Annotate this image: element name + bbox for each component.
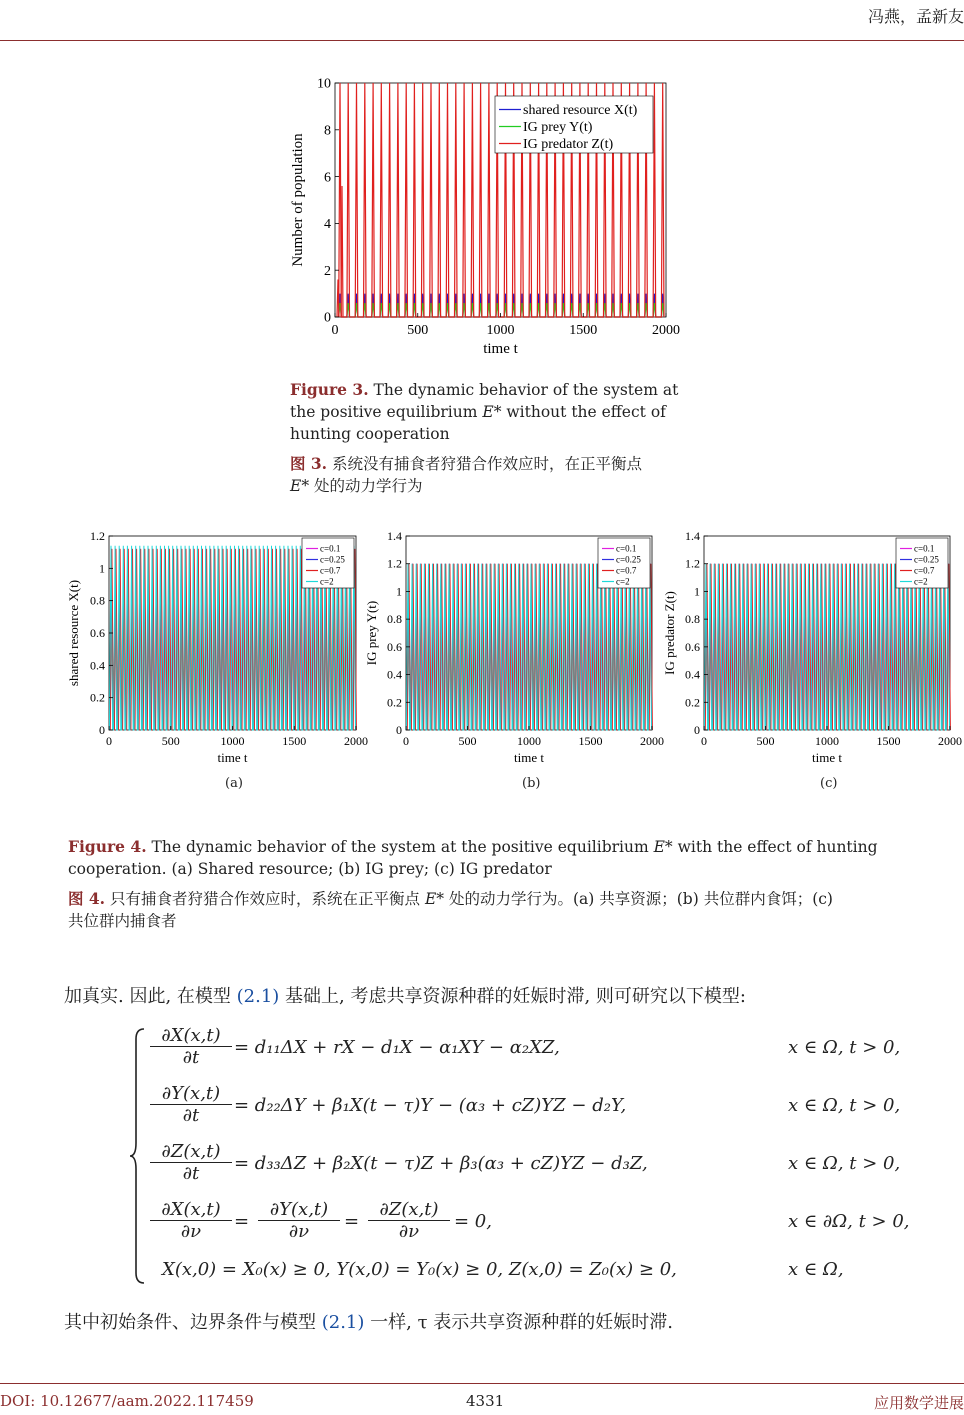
fig4b-xtick-label-4: 2000: [640, 734, 664, 748]
eq4-condition: x ∈ ∂Ω, t > 0,: [788, 1211, 910, 1232]
equation-row-5: [150, 1257, 930, 1307]
fig4a-ylabel: shared resource X(t): [66, 579, 81, 687]
fig4c-ytick-label-6: 1.2: [685, 556, 700, 571]
fig4a-legend-label-2: c=0.7: [320, 565, 341, 576]
eq1-numerator: ∂X(x,t): [150, 1025, 232, 1047]
equation-row-3: [150, 1141, 930, 1191]
figure-3-estar: E*: [482, 403, 502, 421]
fig4a-xtick-label-4: 2000: [344, 734, 368, 748]
fig4b-legend-label-1: c=0.25: [616, 554, 641, 565]
fig4a-xlabel: time t: [217, 750, 248, 765]
figure-4c-chart: [660, 522, 964, 777]
figure-4-zh-line1: 只有捕食者狩猎合作效应时，系统在正平衡点: [110, 890, 421, 908]
fig4a-xtick-label-1: 500: [161, 734, 180, 748]
figure-3-zh-estar: E*: [290, 477, 310, 495]
model-ref-link-2[interactable]: (2.1): [321, 1312, 365, 1333]
model-ref-link[interactable]: (2.1): [236, 986, 280, 1007]
fig4a-ytick-label-2: 0.4: [90, 658, 105, 673]
eq4-denominator-3: ∂ν: [398, 1221, 420, 1242]
eq3-rhs: = d₃₃ΔZ + β₂X(t − τ)Z + β₃(α₃ + cZ)YZ − d₃Z,: [234, 1153, 648, 1174]
fig3-ytick-label-1: 2: [324, 263, 331, 279]
figure-4b-chart: [362, 522, 667, 777]
header-authors: 冯燕，孟新友: [867, 7, 964, 26]
figure-4-caption-line1b: with the effect of hunting: [677, 838, 878, 856]
fig4b-ytick-label-4: 0.8: [387, 612, 402, 627]
figure-3-caption: [290, 379, 710, 445]
figure-4-zh-line1b: 处的动力学行为。(a) 共享资源；(b) 共位群内食饵；(c): [448, 890, 833, 908]
fig4c-ytick-label-7: 1.4: [685, 529, 700, 543]
eq5-initial-conditions: X(x,0) = X₀(x) ≥ 0, Y(x,0) = Y₀(x) ≥ 0, Z(x,0) = Z₀(x) ≥ 0,: [162, 1259, 677, 1280]
fig4a-ytick-label-3: 0.6: [90, 626, 105, 640]
eq1-denominator: ∂t: [182, 1047, 200, 1068]
fig4c-ytick-label-0: 0: [694, 723, 700, 737]
panel-label-c: (c): [820, 776, 838, 791]
fig4c-legend-label-2: c=0.7: [914, 565, 935, 576]
fig4b-xtick-label-0: 0: [403, 734, 409, 748]
eq2-denominator: ∂t: [182, 1105, 200, 1126]
fig4b-ytick-label-7: 1.4: [387, 529, 402, 543]
panel-label-a: (a): [225, 776, 243, 791]
para2-part-b: 一样, τ 表示共享资源种群的妊娠时滞.: [370, 1312, 673, 1333]
fig4b-ytick-label-2: 0.4: [387, 667, 402, 682]
figure-3-chart: [288, 70, 688, 370]
footer-doi[interactable]: DOI: 10.12677/aam.2022.117459: [0, 1392, 254, 1410]
fig4b-xtick-label-3: 1500: [578, 734, 603, 748]
fig4a-xtick-label-3: 1500: [282, 734, 307, 748]
figure-4-label: Figure 4.: [68, 837, 147, 856]
fig3-ylabel: Number of population: [290, 133, 306, 267]
fig3-ytick-label-3: 6: [324, 170, 331, 186]
fig4c-xtick-label-0: 0: [701, 734, 707, 748]
fig4a-legend-label-0: c=0.1: [320, 543, 341, 554]
fig3-ytick-label-5: 10: [317, 76, 331, 92]
figure-4-estar: E*: [653, 838, 673, 856]
eq2-numerator: ∂Y(x,t): [150, 1083, 232, 1105]
fig4b-ytick-label-6: 1.2: [387, 556, 402, 571]
paragraph-2: [64, 1308, 673, 1334]
page-footer: [0, 1383, 964, 1415]
eq5-condition: x ∈ Ω,: [788, 1259, 844, 1280]
eq1-rhs: = d₁₁ΔX + rX − d₁X − α₁XY − α₂XZ,: [234, 1037, 560, 1058]
fig4a-ytick-label-5: 1: [99, 561, 105, 576]
equation-row-1: [150, 1025, 930, 1075]
fig4c-xlabel: time t: [812, 750, 842, 765]
footer-page-number: 4331: [466, 1392, 505, 1410]
fig3-xtick-label-0: 0: [331, 323, 339, 338]
figure-4-zh-label: 图 4.: [68, 889, 106, 908]
fig4b-ylabel: IG prey Y(t): [364, 600, 379, 666]
fig3-legend-label-0: shared resource X(t): [523, 103, 638, 119]
figure-3-zh-label: 图 3.: [290, 454, 328, 473]
eq1-condition: x ∈ Ω, t > 0,: [788, 1037, 901, 1058]
para1-part-b: 基础上, 考虑共享资源种群的妊娠时滞, 则可研究以下模型:: [285, 986, 746, 1007]
fig3-ytick-label-0: 0: [324, 310, 331, 326]
fig4a-ytick-label-6: 1.2: [90, 529, 105, 543]
eq4-tail: = 0,: [454, 1211, 492, 1232]
eq2-rhs: = d₂₂ΔY + β₁X(t − τ)Y − (α₃ + cZ)YZ − d₂Y,: [234, 1095, 627, 1116]
left-brace: [130, 1025, 150, 1287]
equation-row-4: $\frac{\partial X(x,t)}{\partial\nu}$ = $\frac{\partial Y(x,t)}{\partial\nu}$ = $\frac{\partial Z(x,t)}{\partial\nu}$ = 0, x ∈ ∂Ω, t > 0,: [150, 1199, 930, 1249]
fig4a-xtick-label-0: 0: [106, 734, 112, 748]
figure-4-caption-line1: The dynamic behavior of the system at the positive equilibrium: [151, 838, 649, 856]
eq4-numerator-1: ∂X(x,t): [150, 1199, 232, 1221]
fig3-initial-peak-0: [337, 280, 339, 317]
figure-4-zh-line2: 共位群内捕食者: [68, 912, 177, 930]
fig3-xtick-label-1: 500: [407, 323, 429, 338]
fig3-legend-label-1: IG prey Y(t): [523, 120, 593, 136]
fig3-ytick-label-2: 4: [324, 217, 331, 233]
eq4-numerator-3: ∂Z(x,t): [368, 1199, 450, 1221]
fig4c-ytick-label-3: 0.6: [685, 639, 700, 654]
fig4c-legend-label-3: c=2: [914, 576, 928, 587]
fig4c-xtick-label-4: 2000: [938, 734, 962, 748]
eq2-condition: x ∈ Ω, t > 0,: [788, 1095, 901, 1116]
eq3-numerator: ∂Z(x,t): [150, 1141, 232, 1163]
equation-system: [130, 1025, 930, 1287]
fig3-series-1: [339, 303, 664, 317]
fig4c-xtick-label-3: 1500: [876, 734, 901, 748]
fig4c-ytick-label-5: 1: [694, 584, 700, 599]
eq3-condition: x ∈ Ω, t > 0,: [788, 1153, 901, 1174]
fig4b-legend-label-3: c=2: [616, 576, 630, 587]
figure-4-caption-zh: [68, 888, 964, 932]
figure-3-zh-line1: 系统没有捕食者狩猎合作效应时，在正平衡点: [332, 455, 643, 473]
eq4-denominator-1: ∂ν: [180, 1221, 202, 1242]
fig4a-legend-label-3: c=2: [320, 576, 334, 587]
fig3-xtick-label-4: 2000: [652, 323, 680, 338]
fig4a-xtick-label-2: 1000: [220, 734, 245, 748]
fig3-xtick-label-2: 1000: [486, 323, 515, 338]
fig4b-ytick-label-0: 0: [396, 723, 402, 737]
figure-3-caption-line3: hunting cooperation: [290, 425, 450, 443]
figure-4a-chart: [64, 522, 369, 777]
eq3-denominator: ∂t: [182, 1163, 200, 1184]
footer-journal: 应用数学进展: [873, 1394, 964, 1412]
fig4b-legend-label-0: c=0.1: [616, 543, 637, 554]
fig4b-xlabel: time t: [514, 750, 544, 765]
fig4c-legend-label-1: c=0.25: [914, 554, 939, 565]
fig3-ytick-label-4: 8: [324, 123, 331, 139]
fig4b-ytick-label-5: 1: [396, 584, 402, 599]
figure-3-caption-line2b: without the effect of: [506, 403, 666, 421]
fig4a-legend-label-1: c=0.25: [320, 554, 345, 565]
fig4c-ytick-label-2: 0.4: [685, 667, 700, 682]
fig4b-xtick-label-1: 500: [458, 734, 477, 748]
fig4c-ylabel: IG predator Z(t): [662, 591, 677, 675]
panel-label-b: (b): [522, 776, 541, 791]
fig3-legend-label-2: IG predator Z(t): [523, 137, 614, 153]
fig4c-legend-label-0: c=0.1: [914, 543, 935, 554]
page-header: [0, 0, 964, 41]
fig3-xtick-label-3: 1500: [569, 323, 598, 338]
fig4c-ytick-label-4: 0.8: [685, 612, 700, 627]
fig3-series-0: [339, 294, 664, 317]
fig4b-legend-label-2: c=0.7: [616, 565, 637, 576]
figure-4-zh-estar: E*: [424, 890, 445, 908]
figure-3-caption-line1: The dynamic behavior of the system at: [373, 381, 679, 399]
eq4-numerator-2: ∂Y(x,t): [258, 1199, 340, 1221]
figure-4-caption-line2: cooperation. (a) Shared resource; (b) IG prey; (c) IG predator: [68, 860, 552, 878]
para2-part-a: 其中初始条件、边界条件与模型: [64, 1312, 316, 1333]
fig4c-xtick-label-2: 1000: [815, 734, 839, 748]
eq4-denominator-2: ∂ν: [288, 1221, 310, 1242]
fig3-xlabel: time t: [483, 341, 518, 357]
fig4a-ytick-label-0: 0: [99, 723, 105, 737]
para1-part-a: 加真实. 因此, 在模型: [64, 986, 231, 1007]
figure-3-caption-zh: [290, 453, 710, 497]
fig4c-ytick-label-1: 0.2: [685, 695, 700, 710]
paragraph-1: [64, 982, 746, 1008]
fig3-initial-peak-1: [341, 186, 343, 317]
fig4a-ytick-label-4: 0.8: [90, 593, 105, 608]
figure-3-label: Figure 3.: [290, 380, 369, 399]
figure-4-caption: [68, 836, 964, 880]
figure-3-caption-line2: the positive equilibrium: [290, 403, 478, 421]
fig4b-ytick-label-1: 0.2: [387, 695, 402, 710]
fig4b-ytick-label-3: 0.6: [387, 639, 402, 654]
fig4b-xtick-label-2: 1000: [517, 734, 541, 748]
equation-row-2: [150, 1083, 930, 1133]
figure-3-zh-line2: 处的动力学行为: [314, 477, 423, 495]
fig4a-ytick-label-1: 0.2: [90, 690, 105, 705]
fig4c-xtick-label-1: 500: [756, 734, 775, 748]
